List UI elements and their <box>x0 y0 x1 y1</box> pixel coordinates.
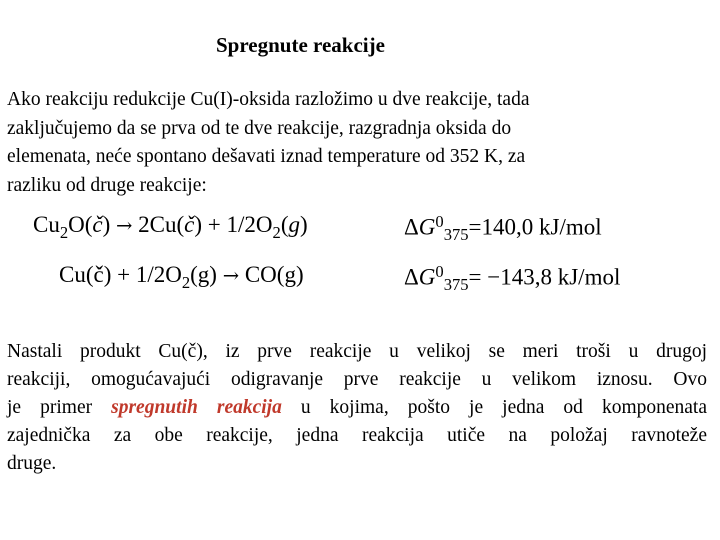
outro-line: druge. <box>7 453 57 474</box>
intro-line: Ako reakciju redukcije Cu(I)-oksida razložimo u dve reakcije, tada <box>7 89 530 110</box>
intro-line: zaključujemo da se prva od te dve reakcije, razgradnja oksida do <box>7 117 512 139</box>
intro-line: elemenata, neće spontano dešavati iznad temperature od 352 K, za <box>7 146 526 167</box>
outro-line: reakciji, omogućavajući odigravanje prve reakcije u velikom iznosu. Ovo <box>7 369 707 390</box>
reaction-arrow-icon: → <box>116 214 133 237</box>
intro-line: razliku od druge reakcije: <box>7 174 207 196</box>
reaction-2-equation: Cu(č) + $1/2O_2(g) \to CO(g)$ <box>59 262 304 292</box>
reaction-1-equation: $Cu_2O(č)$ → 2Cu(č) + $1/2O_2(g)$ <box>33 212 308 242</box>
reaction-2-gibbs-energy: $\Delta G^0_{375}= -143,8$ kJ/mol <box>404 262 621 295</box>
reaction-arrow-icon: → <box>222 264 240 287</box>
reaction-1-gibbs-energy: $\Delta G^0_{375}=140,0$ kJ/mol <box>404 212 602 245</box>
intro-paragraph <box>7 86 707 200</box>
page-title: Spregnute reakcije <box>216 33 385 57</box>
outro-line: je primer spregnutih reakcija u kojima, pošto je jedna od komponenata <box>7 397 708 418</box>
outro-paragraph <box>7 338 707 478</box>
highlighted-term: spregnutih reakcija <box>111 397 282 418</box>
outro-line: zajednička za obe reakcije, jedna reakcija utiče na položaj ravnoteže <box>7 425 707 446</box>
outro-line: Nastali produkt Cu(č), iz prve reakcije u velikoj se meri troši u drugoj <box>7 341 707 362</box>
